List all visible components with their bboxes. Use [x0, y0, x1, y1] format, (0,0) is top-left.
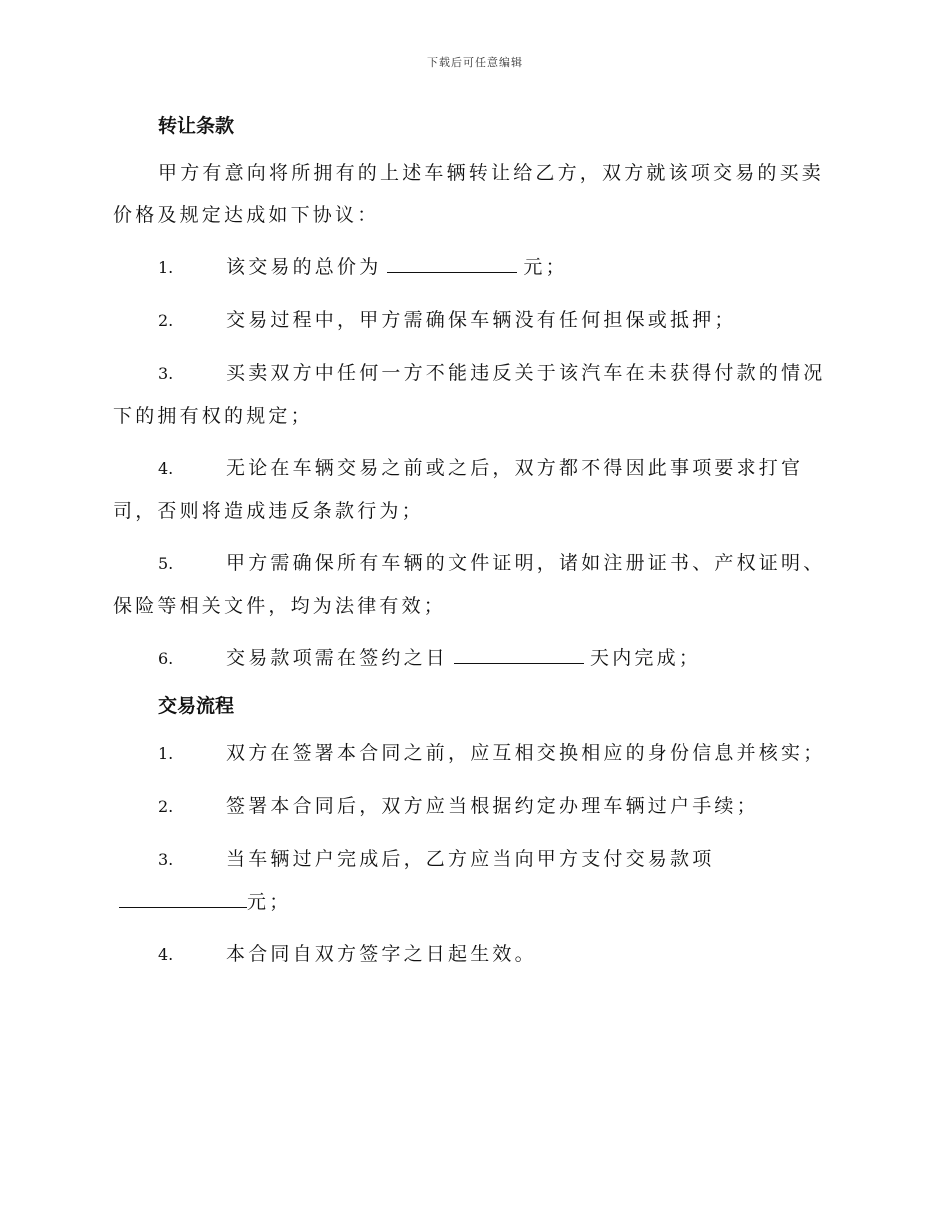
- item-text-before: 交易款项需在签约之日: [226, 647, 449, 669]
- item-text: 本合同自双方签字之日起生效。: [226, 943, 537, 965]
- item-text: 双方在签署本合同之前，应互相交换相应的身份信息并核实；: [226, 742, 826, 764]
- item-number: 3.: [158, 364, 174, 383]
- item-number: 5.: [158, 554, 174, 573]
- item-text-after: 元；: [247, 891, 292, 913]
- item-text-after: 元；: [523, 256, 568, 278]
- item-text-after: 天内完成；: [590, 647, 702, 669]
- list-item: [113, 838, 837, 923]
- document-body: [113, 110, 837, 976]
- item-number: 1.: [158, 744, 174, 763]
- item-text: 交易过程中，甲方需确保车辆没有任何担保或抵押；: [226, 309, 737, 331]
- item-text-before: 该交易的总价为: [226, 256, 382, 278]
- item-number: 4.: [158, 945, 174, 964]
- list-item: [113, 299, 837, 342]
- item-number: 1.: [158, 258, 174, 277]
- item-number: 2.: [158, 797, 174, 816]
- list-item: [113, 447, 837, 532]
- section-title-transfer-terms: 转让条款: [158, 115, 235, 137]
- item-text: 买卖双方中任何一方不能违反关于该汽车在未获得付款的情况下的拥有权的规定；: [113, 362, 826, 427]
- item-number: 2.: [158, 311, 174, 330]
- list-item: [113, 352, 837, 437]
- list-item: [113, 542, 837, 627]
- item-text-before: 当车辆过户完成后，乙方应当向甲方支付交易款项: [226, 848, 715, 870]
- blank-line: [387, 252, 517, 273]
- item-number: 4.: [158, 459, 174, 478]
- blank-line: [454, 643, 584, 664]
- item-text: 签署本合同后，双方应当根据约定办理车辆过户手续；: [226, 795, 759, 817]
- item-number: 3.: [158, 850, 174, 869]
- list-item: [113, 246, 837, 289]
- intro-paragraph: 甲方有意向将所拥有的上述车辆转让给乙方，双方就该项交易的买卖价格及规定达成如下协议：: [113, 162, 825, 226]
- blank-line: [119, 887, 247, 908]
- section-title-trade-process: 交易流程: [158, 695, 235, 717]
- item-number: 6.: [158, 649, 174, 668]
- item-text: 甲方需确保所有车辆的文件证明，诸如注册证书、产权证明、保险等相关文件，均为法律有效；: [113, 552, 826, 617]
- header-note: 下载后可任意编辑: [427, 56, 523, 69]
- item-text: 无论在车辆交易之前或之后，双方都不得因此事项要求打官司，否则将造成违反条款行为；: [113, 457, 804, 522]
- list-item: [113, 933, 837, 976]
- list-item: [113, 637, 837, 680]
- list-item: [113, 732, 837, 775]
- list-item: [113, 785, 837, 828]
